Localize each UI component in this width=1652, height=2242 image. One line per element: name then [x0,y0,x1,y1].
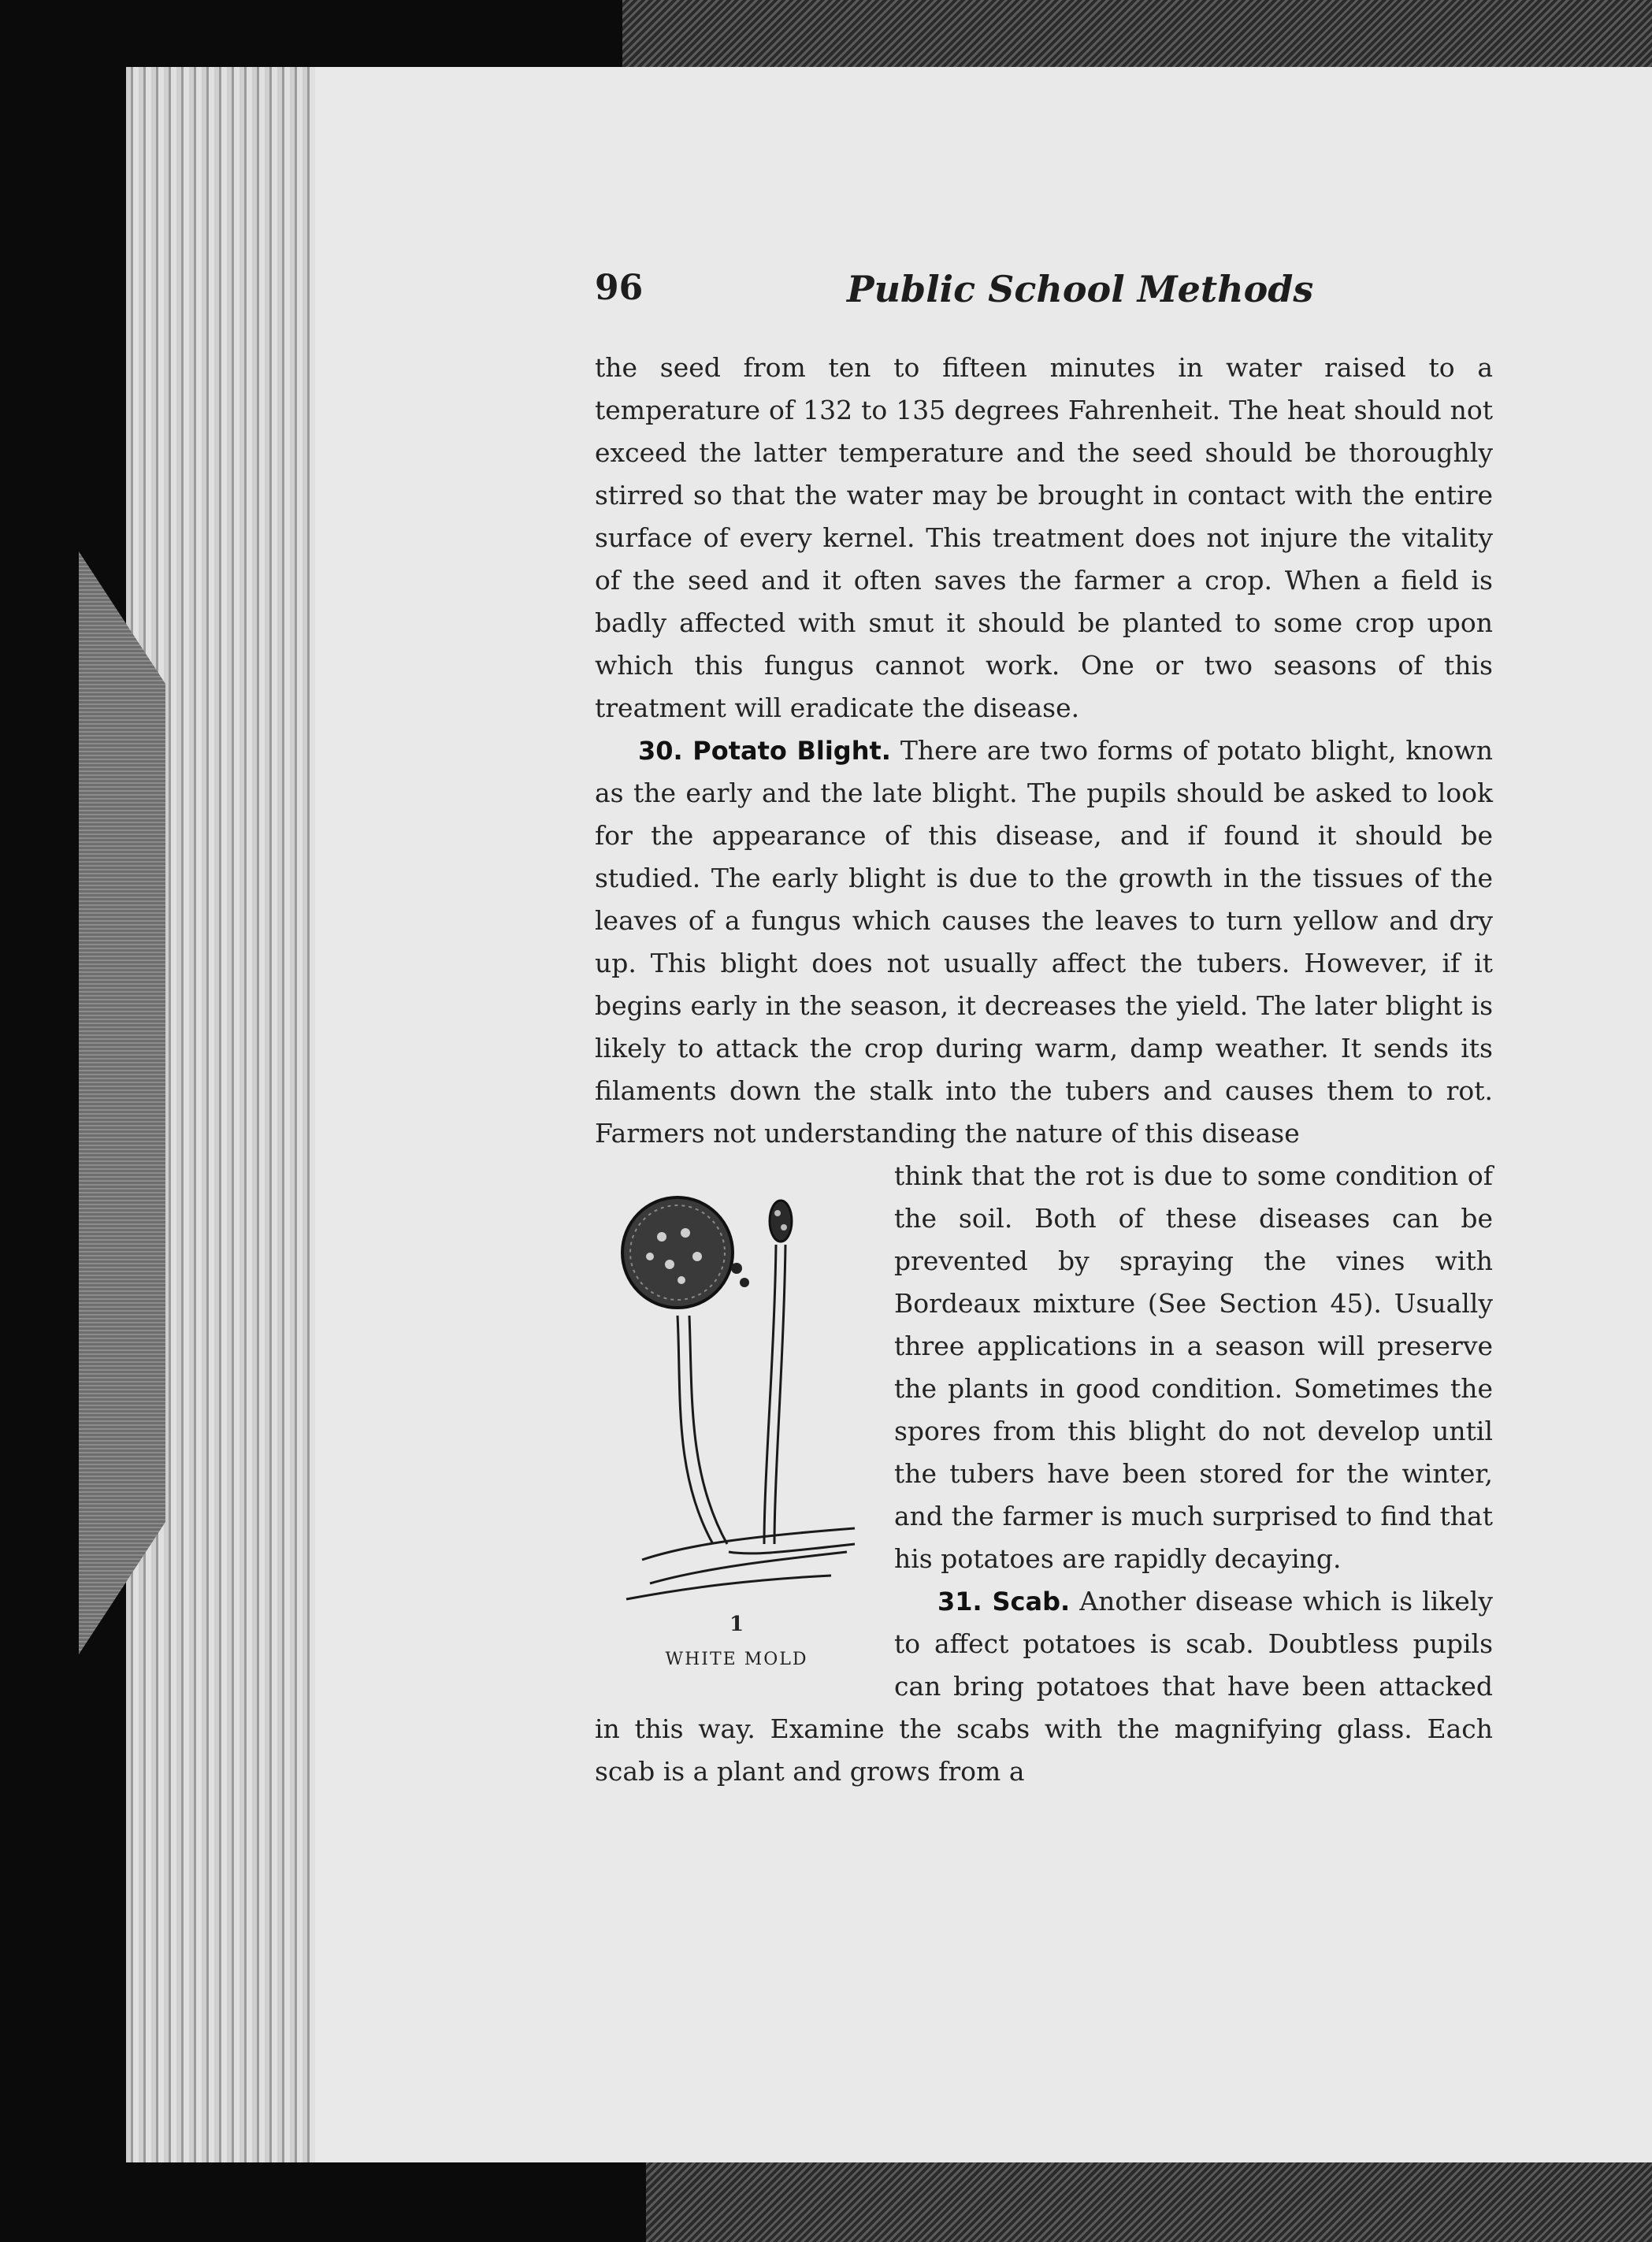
section-31-heading: 31. Scab. [937,1587,1071,1617]
section-30-text-continued: think that the rot is due to some condition of the soil. Both of these diseases can be prevented by spraying the vines with Bordeaux mixture (See Section 45). Usually three applications in a season will preserve the plants in good condition. Sometimes the spores from this blight do not develop until the tubers have been stored for the winter, and the farmer is much surprised to find that his potatoes are rapidly decaying. [894,1160,1493,1574]
section-31-text: Another disease which is likely to affect potatoes is scab. Doubtless pupils can bring potatoes that have been attacked in this way. Examine the scabs with the magnifying glass. Each scab is a plant and grows from a [595,1586,1493,1787]
scan-background-strip-top [622,0,1652,75]
section-30-text: There are two forms of potato blight, known as the early and the late blight. The pupils should be asked to look for the appearance of this disease, and if found it should be studied. The early blight is due to the growth in the tissues of the leaves of a fungus which causes the leaves to turn yellow and dry up. This blight does not usually affect the tubers. However, if it begins early in the season, it decreases the yield. The later blight is likely to attack the crop during warm, damp weather. It sends its filaments down the stalk into the tubers and causes them to rot. Farmers not understanding the nature of this disease [595,735,1493,1149]
scan-background-strip-bottom [646,2162,1652,2242]
figure-number: 1 [729,1613,744,1636]
page-number: 96 [595,268,644,308]
body-text [595,347,1493,1793]
book-binding-cloth [79,551,165,1654]
paragraph-continued: the seed from ten to fifteen minutes in water raised to a temperature of 132 to 135 degrees Fahrenheit. The heat should not exceed the latter temperature and the seed should be thoroughly stirred so that the water may be brought in contact with the entire surface of every kernel. This treatment does not injure the vitality of the seed and it often saves the farmer a crop. When a field is badly affected with smut it should be planted to some crop upon which this fungus cannot work. One or two seasons of this treatment will eradicate the disease. [595,352,1493,723]
white-mold-illustration [595,1158,878,1615]
figure-caption: WHITE MOLD [665,1650,808,1669]
white-mold-figure [595,1142,878,1686]
section-30-paragraph [595,729,1493,1155]
running-title: Public School Methods [847,268,1314,310]
running-head [595,268,1493,310]
section-30-heading: 30. Potato Blight. [638,736,891,766]
